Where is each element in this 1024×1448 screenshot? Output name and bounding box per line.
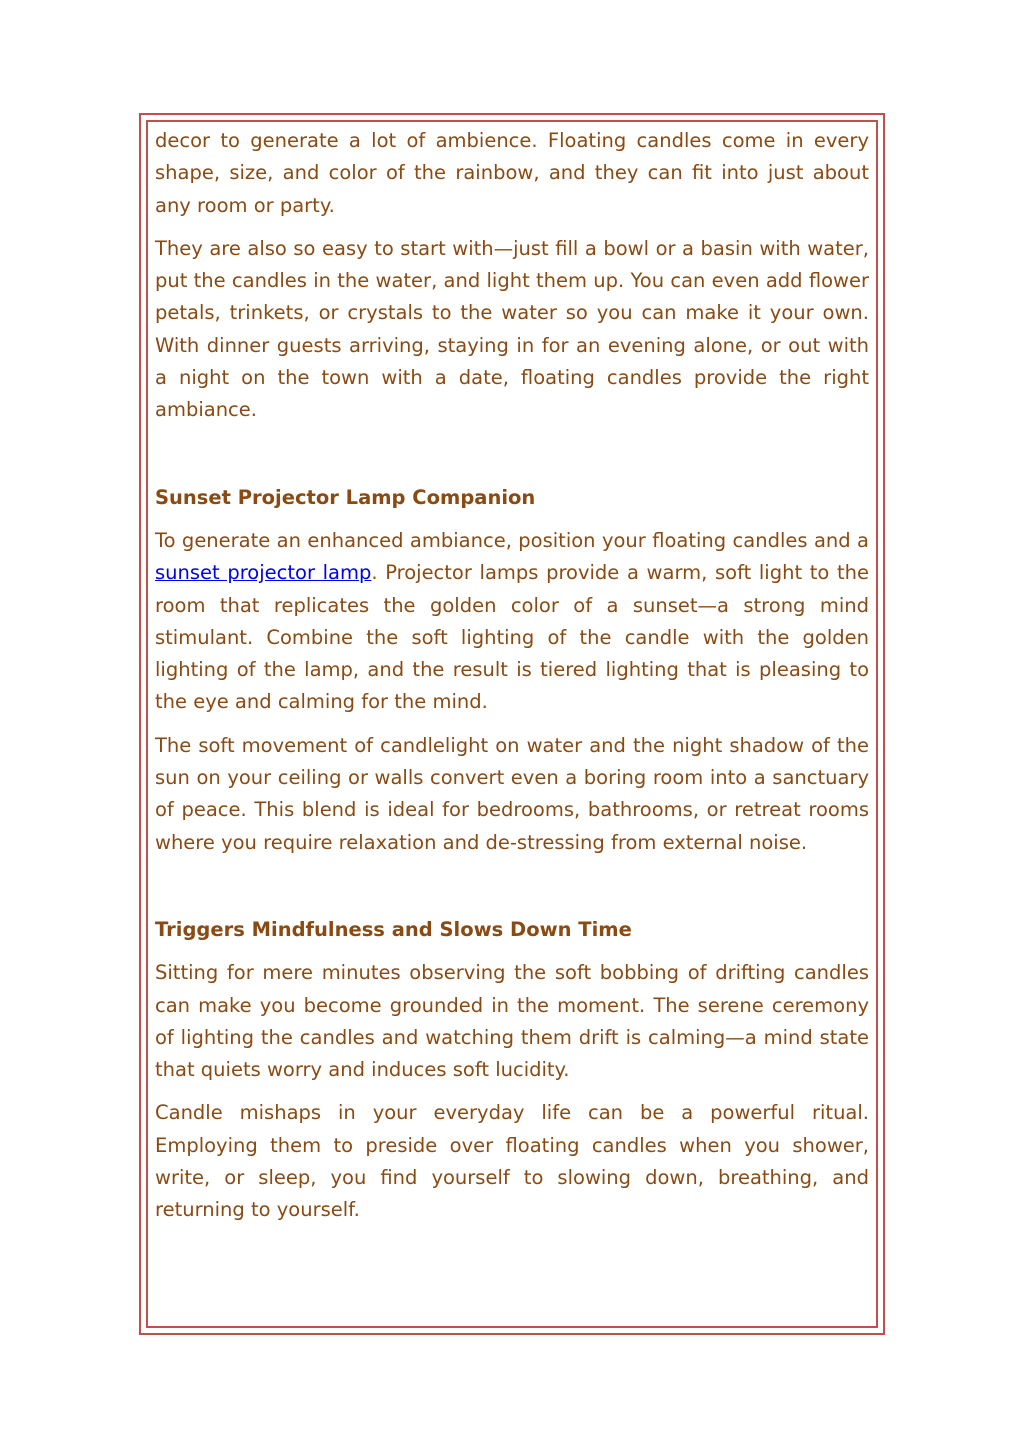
- paragraph-intro: decor to generate a lot of ambience. Floating candles come in every shape, size, and color of the rainbow, and they can fit into just about any room or party.: [155, 129, 869, 217]
- section-spacer: [155, 870, 869, 914]
- document-body: [155, 125, 869, 1238]
- section-heading-sunset-lamp: Sunset Projector Lamp Companion: [155, 485, 536, 509]
- section-spacer: [155, 438, 869, 482]
- paragraph-sunset-lamp-text-end: . Projector lamps provide a warm, soft light to the room that replicates the golden color of a sunset—a strong mind stimulant. Combine the soft lighting of the candle with the golden lighting of the lamp, and the result is tiered lighting that is pleasing to the eye and calming for the mind.: [155, 561, 869, 714]
- paragraph-mindfulness: Sitting for mere minutes observing the soft bobbing of drifting candles can make you become grounded in the moment. The serene ceremony of lighting the candles and watching them drift is calming—a mind state that quiets worry and induces soft lucidity.: [155, 961, 869, 1082]
- paragraph-sunset-lamp-text-start: To generate an enhanced ambiance, position your floating candles and a: [155, 528, 869, 552]
- paragraph-sunset-lamp: [155, 525, 869, 719]
- paragraph-candlelight-movement: The soft movement of candlelight on water and the night shadow of the sun on your ceiling or walls convert even a boring room into a sanctuary of peace. This blend is ideal for bedrooms, bathrooms, or retreat rooms where you require relaxation and de-stressing from external noise.: [155, 733, 869, 854]
- sunset-projector-lamp-link[interactable]: sunset projector lamp: [155, 561, 372, 585]
- paragraph-easy-start: They are also so easy to start with—just fill a bowl or a basin with water, put the candles in the water, and light them up. You can even add flower petals, trinkets, or crystals to the water so you can make it your own. With dinner guests arriving, staying in for an evening alone, or out with a night on the town with a date, floating candles provide the right ambiance.: [155, 236, 869, 422]
- paragraph-ritual: Candle mishaps in your everyday life can be a powerful ritual. Employing them to preside over floating candles when you shower, write, or sleep, you find yourself to slowing down, breathing, and returning to yourself.: [155, 1101, 869, 1222]
- section-heading-mindfulness: Triggers Mindfulness and Slows Down Time: [155, 917, 632, 941]
